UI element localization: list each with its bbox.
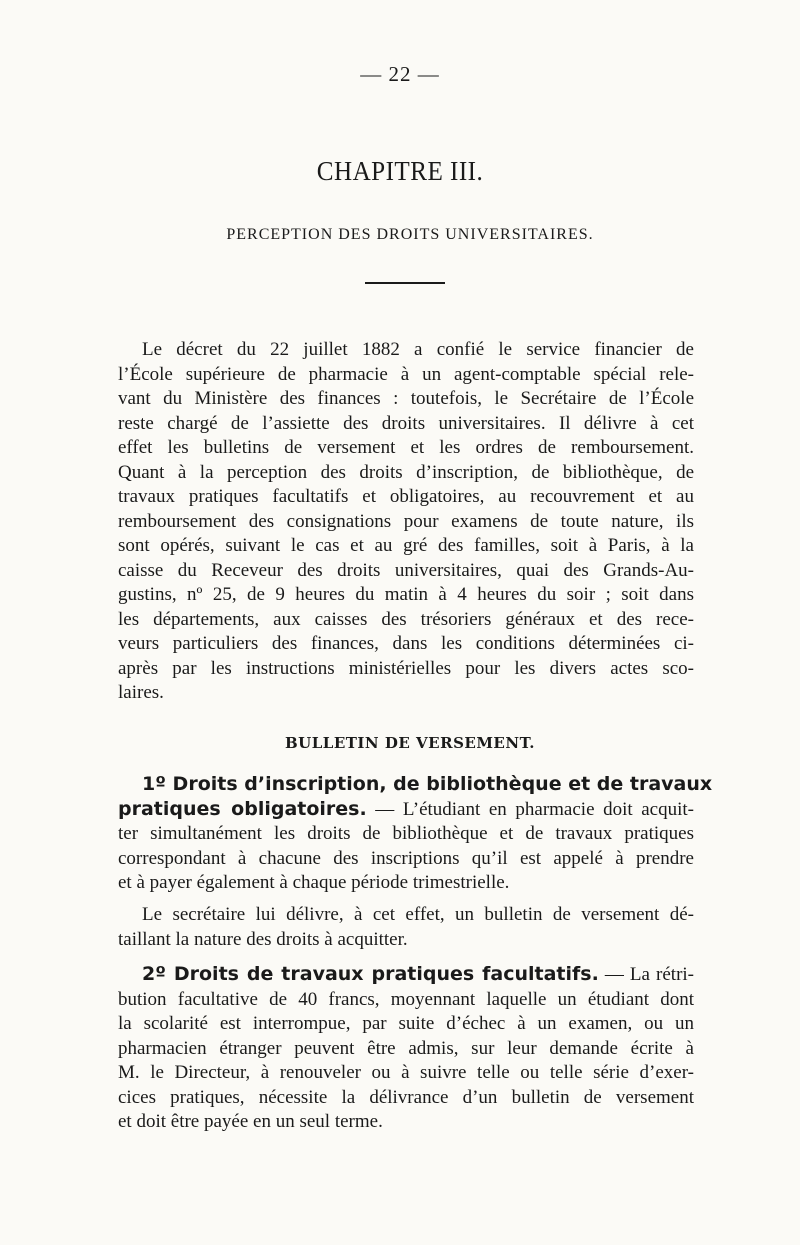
section-1-line: ter simultanément les droits de bibliothèque et de travaux pratiques	[118, 823, 694, 844]
intro-line: sont opérés, suivant le cas et au gré des familles, soit à Paris, à la	[118, 535, 694, 556]
section-2-line: la scolarité est interrompue, par suite d’échec à un examen, ou un	[118, 1013, 694, 1034]
intro-line: travaux pratiques facultatifs et obligatoires, au recouvrement et au	[118, 486, 694, 507]
section-1-line: Le secrétaire lui délivre, à cet effet, un bulletin de versement dé-	[142, 904, 694, 925]
section-1-line-rest: — L’étudiant en pharmacie doit acquit-	[366, 798, 694, 820]
page-number: — 22 —	[360, 62, 440, 86]
section-1-paragraph-2	[118, 903, 694, 952]
intro-line: veurs particuliers des finances, dans les conditions déterminées ci-	[118, 633, 694, 654]
intro-line: Quant à la perception des droits d’inscription, de bibliothèque, de	[118, 461, 694, 483]
section-2-line: pharmacien étranger peuvent être admis, sur leur demande écrite à	[118, 1037, 694, 1059]
section-2-line	[118, 962, 694, 988]
section-1-paragraph	[118, 772, 713, 896]
section-1-lead-end: pratiques obligatoires.	[118, 797, 367, 820]
intro-line: Le décret du 22 juillet 1882 a confié le service financier de	[142, 339, 694, 360]
section-1-line: et à payer également à chaque période trimestrielle.	[118, 872, 510, 893]
section-2-paragraph	[118, 962, 694, 1135]
section-2-line: bution facultative de 40 francs, moyennant laquelle un étudiant dont	[118, 988, 694, 1010]
section-title: PERCEPTION DES DROITS UNIVERSITAIRES.	[226, 226, 594, 243]
intro-line: les départements, aux caisses des trésoriers généraux et des rece-	[118, 608, 694, 630]
section-1-line: correspondant à chacune des inscriptions qu’il est appelé à prendre	[118, 847, 694, 869]
section-1-line: taillant la nature des droits à acquitter.	[118, 928, 408, 950]
bulletin-heading: BULLETIN DE VERSEMENT.	[284, 734, 536, 752]
intro-line: caisse du Receveur des droits universitaires, quai des Grands-Au-	[118, 559, 694, 581]
intro-line: l’École supérieure de pharmacie à un agent-comptable spécial rele-	[118, 363, 694, 385]
section-2-lead: 2º Droits de travaux pratiques facultatifs.	[142, 963, 599, 985]
intro-line: après par les instructions ministérielles pour les divers actes sco-	[118, 657, 694, 679]
intro-line: reste chargé de l’assiette des droits universitaires. Il délivre à cet	[118, 412, 694, 434]
chapter-title: CHAPITRE III.	[316, 156, 484, 186]
intro-line: gustins, nº 25, de 9 heures du matin à 4 heures du soir ; soit dans	[118, 584, 694, 605]
section-2-line-rest: — La rétri-	[598, 964, 695, 985]
section-1-lead: 1º Droits d’inscription, de bibliothèque et de travaux	[142, 773, 713, 795]
section-2-line: cices pratiques, nécessite la délivrance d’un bulletin de versement	[118, 1086, 694, 1108]
section-divider	[365, 282, 445, 284]
section-2-line: et doit être payée en un seul terme.	[118, 1111, 383, 1132]
intro-line: vant du Ministère des finances : toutefois, le Secrétaire de l’École	[118, 388, 694, 409]
intro-paragraph	[118, 338, 694, 706]
section-1-line	[118, 797, 694, 823]
section-2-line: M. le Directeur, à renouveler ou à suivre telle ou telle série d’exer-	[118, 1062, 694, 1083]
intro-line: effet les bulletins de versement et les ordres de remboursement.	[118, 437, 694, 458]
intro-line: remboursement des consignations pour examens de toute nature, ils	[118, 510, 694, 532]
intro-line: laires.	[118, 682, 164, 703]
